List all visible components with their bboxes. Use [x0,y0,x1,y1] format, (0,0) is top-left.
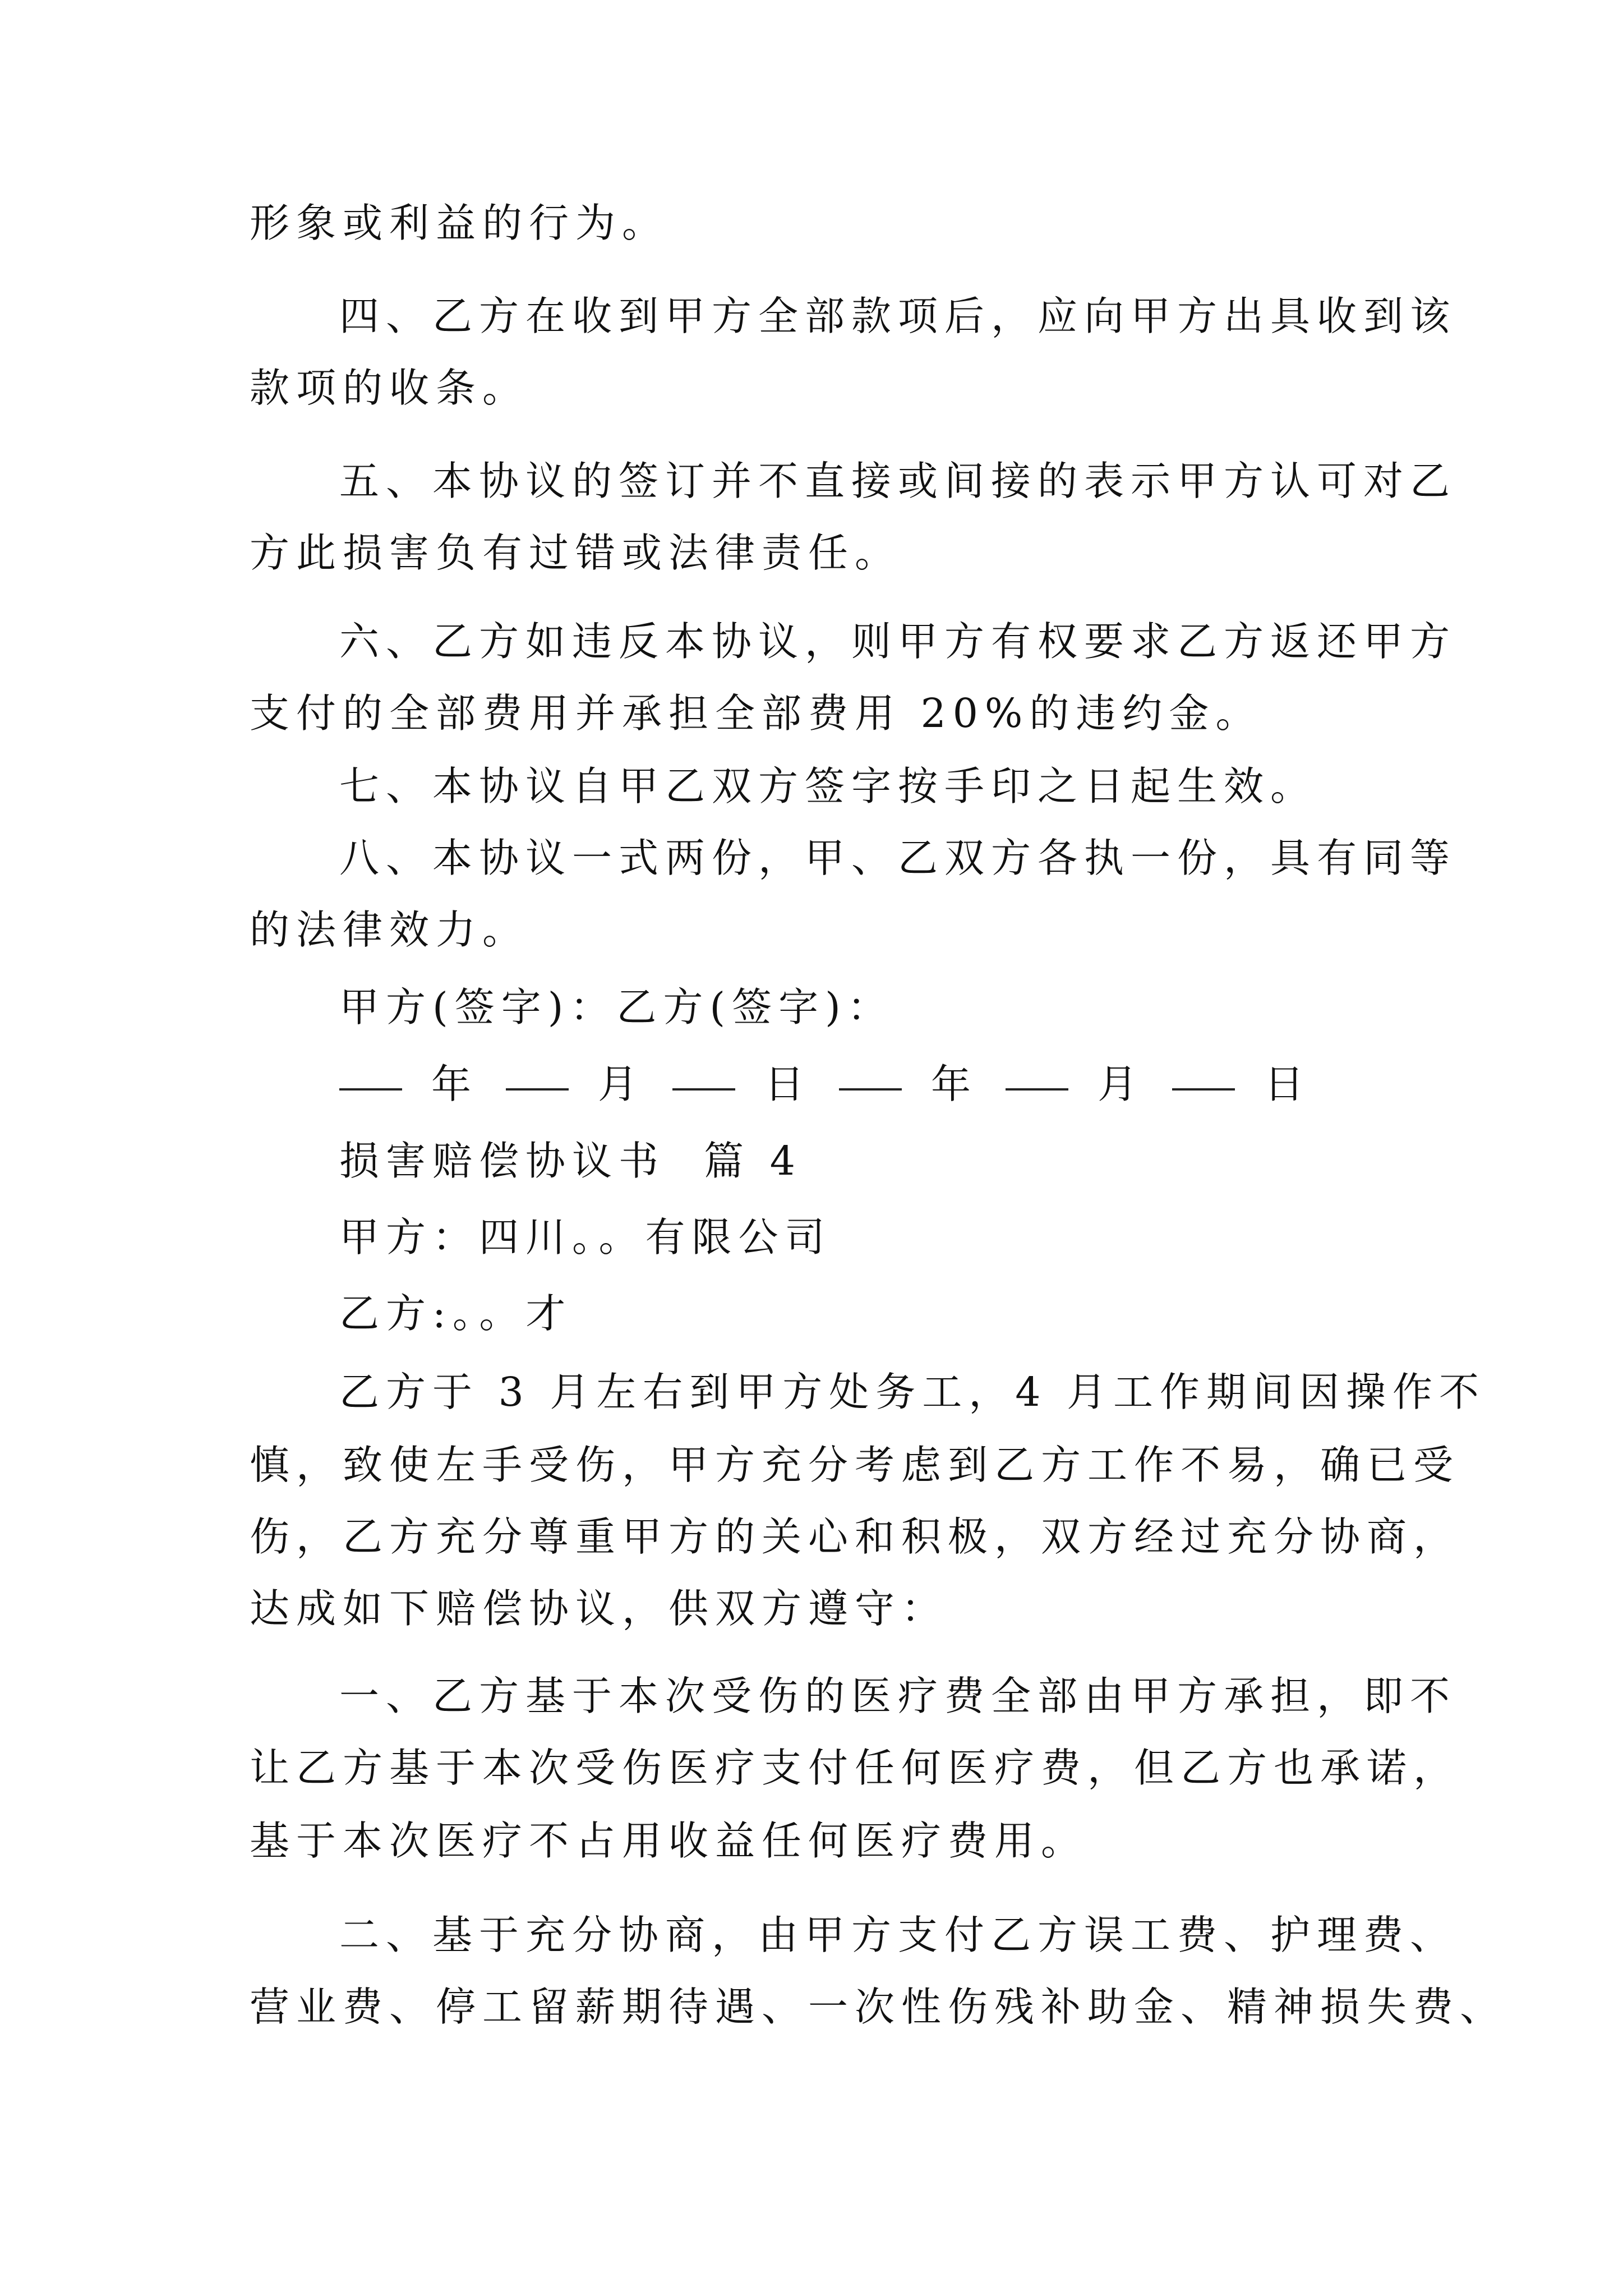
text-line: 六、乙方如违反本协议，则甲方有权要求乙方返还甲方 [339,618,1457,665]
text-line: 乙方于 3 月左右到甲方处务工，4 月工作期间因操作不 [339,1369,1486,1415]
text-line: 支付的全部费用并承担全部费用 20%的违约金。 [250,690,1262,737]
date-blank [839,1085,902,1091]
text-line: 让乙方基于本次受伤医疗支付任何医疗费，但乙方也承诺， [250,1745,1460,1791]
date-blank [672,1085,735,1091]
signature-line: 甲方(签字)：乙方(签字)： [339,984,894,1030]
text-line: 营业费、停工留薪期待遇、一次性伤残补助金、精神损失费、 [250,1984,1507,2030]
text-line: 慎，致使左手受伤，甲方充分考虑到乙方工作不易，确已受 [250,1442,1460,1488]
text-line: 五、本协议的签订并不直接或间接的表示甲方认可对乙 [339,458,1457,504]
date-unit-month: 月 [598,1061,638,1107]
date-blank [1172,1085,1235,1091]
text-line: 基于本次医疗不占用收益任何医疗费用。 [250,1818,1088,1864]
text-line: 二、基于充分协商，由甲方支付乙方误工费、护理费、 [339,1912,1457,1958]
text-line: 的法律效力。 [250,907,529,953]
date-unit-year: 年 [931,1061,971,1107]
text-line: 四、乙方在收到甲方全部款项后，应向甲方出具收到该 [339,293,1457,339]
text-line: 达成如下赔偿协议，供双方遵守： [250,1585,948,1632]
party-b-line: 乙方:。。才 [339,1290,573,1337]
text-line: 八、本协议一式两份，甲、乙双方各执一份，具有同等 [339,835,1457,881]
text-line: 方此损害负有过错或法律责任。 [250,530,902,576]
text-line: 七、本协议自甲乙双方签字按手印之日起生效。 [339,763,1317,809]
date-unit-year: 年 [431,1061,472,1107]
party-a-line: 甲方：四川。。有限公司 [339,1214,832,1260]
section-heading: 损害赔偿协议书 篇 4 [339,1138,802,1184]
date-blank [506,1085,569,1091]
text-line: 款项的收条。 [250,365,529,411]
date-unit-day: 日 [1264,1061,1304,1107]
date-unit-month: 月 [1098,1061,1138,1107]
signature-date-row [339,1056,1339,1112]
date-blank [339,1085,402,1091]
text-line: 一、乙方基于本次受伤的医疗费全部由甲方承担，即不 [339,1673,1457,1719]
date-unit-day: 日 [764,1061,805,1107]
text-line: 伤，乙方充分尊重甲方的关心和积极，双方经过充分协商， [250,1513,1460,1560]
text-line: 形象或利益的行为。 [250,200,669,246]
date-blank [1006,1085,1068,1091]
